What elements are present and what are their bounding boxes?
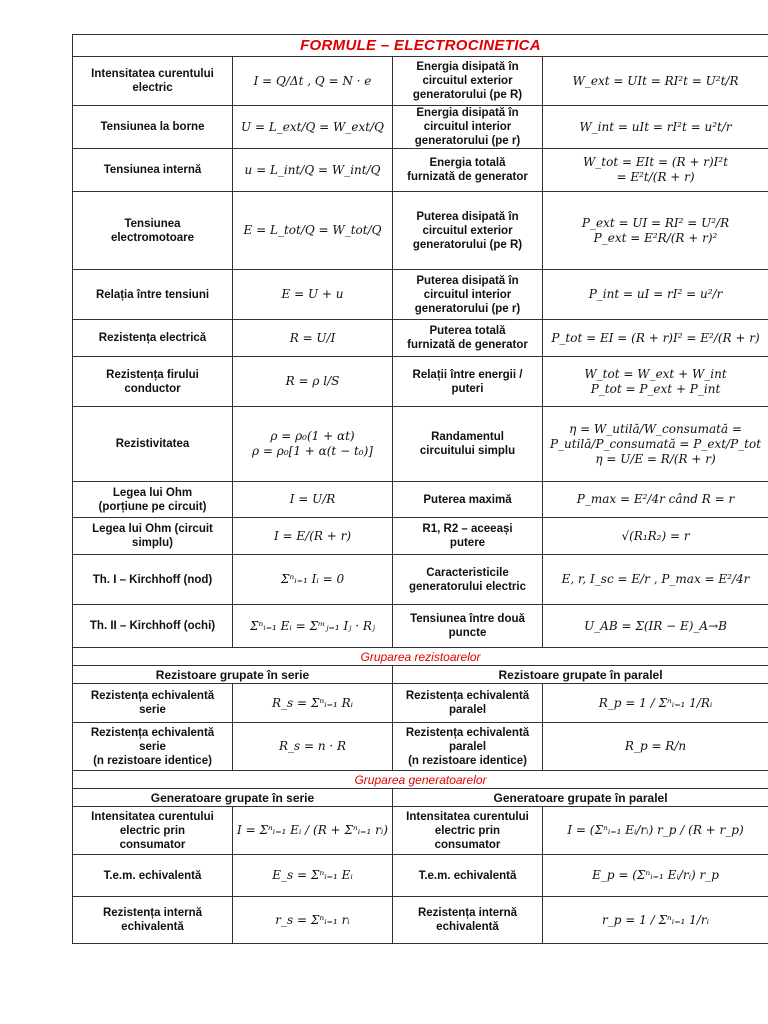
quantity-label: Legea lui Ohm (circuit simplu): [73, 518, 233, 555]
quantity-label: Intensitatea curentului electric prin consumator: [73, 807, 233, 855]
formula: u = L_int/Q = W_int/Q: [233, 149, 393, 192]
table-row: [73, 555, 768, 605]
quantity-label: Randamentul circuitului simplu: [393, 407, 543, 482]
quantity-label: Rezistența electrică: [73, 320, 233, 357]
section-title-row: [73, 648, 768, 666]
quantity-label: Energia disipată în circuitul interior generatorului (pe r): [393, 106, 543, 149]
table-row: [73, 192, 768, 270]
formula: ρ = ρ₀(1 + αt) ρ = ρ₀[1 + α(t − t₀)]: [233, 407, 393, 482]
quantity-label: Energia disipată în circuitul exterior generatorului (pe R): [393, 57, 543, 106]
formula: E, r, I_sc = E/r , P_max = E²/4r: [543, 555, 768, 605]
formula: W_int = uIt = rI²t = u²t/r: [543, 106, 768, 149]
formula: I = Q/Δt , Q = N · e: [233, 57, 393, 106]
formula: E_p = (Σⁿᵢ₌₁ Eᵢ/rᵢ) r_p: [543, 855, 768, 897]
table-row: [73, 149, 768, 192]
quantity-label: T.e.m. echivalentă: [393, 855, 543, 897]
table-row: [73, 357, 768, 407]
quantity-label: Rezistența internă echivalentă: [393, 897, 543, 944]
quantity-label: Puterea totală furnizată de generator: [393, 320, 543, 357]
table-row: [73, 723, 768, 771]
quantity-label: T.e.m. echivalentă: [73, 855, 233, 897]
formula: R = U/I: [233, 320, 393, 357]
table-row: [73, 518, 768, 555]
formula: Σⁿᵢ₌₁ Iᵢ = 0: [233, 555, 393, 605]
column-header: Rezistoare grupate în paralel: [393, 666, 768, 684]
table-row: [73, 807, 768, 855]
formula: √(R₁R₂) = r: [543, 518, 768, 555]
formula: U_AB = Σ(IR − E)_A→B: [543, 605, 768, 648]
table-row: [73, 855, 768, 897]
formula: W_tot = W_ext + W_int P_tot = P_ext + P_int: [543, 357, 768, 407]
formula: E_s = Σⁿᵢ₌₁ Eᵢ: [233, 855, 393, 897]
formula: I = Σⁿᵢ₌₁ Eᵢ / (R + Σⁿᵢ₌₁ rᵢ): [233, 807, 393, 855]
formula: R_p = R/n: [543, 723, 768, 771]
quantity-label: Tensiunea internă: [73, 149, 233, 192]
quantity-label: Rezistența echivalentă paralel: [393, 684, 543, 723]
quantity-label: Th. I – Kirchhoff (nod): [73, 555, 233, 605]
formula: Σⁿᵢ₌₁ Eᵢ = Σᵐⱼ₌₁ Iⱼ · Rⱼ: [233, 605, 393, 648]
formula: η = W_utilă/W_consumată = P_utilă/P_consumată = P_ext/P_tot η = U/E = R/(R + r): [543, 407, 768, 482]
formula: I = (Σⁿᵢ₌₁ Eᵢ/rᵢ) r_p / (R + r_p): [543, 807, 768, 855]
formula: r_p = 1 / Σⁿᵢ₌₁ 1/rᵢ: [543, 897, 768, 944]
quantity-label: Intensitatea curentului electric prin consumator: [393, 807, 543, 855]
formula: P_max = E²/4r când R = r: [543, 482, 768, 518]
formula: E = U + u: [233, 270, 393, 320]
quantity-label: Energia totală furnizată de generator: [393, 149, 543, 192]
quantity-label: Caracteristicile generatorului electric: [393, 555, 543, 605]
table-row: [73, 106, 768, 149]
quantity-label: Rezistența internă echivalentă: [73, 897, 233, 944]
table-row: [73, 270, 768, 320]
column-header: Generatoare grupate în serie: [73, 789, 393, 807]
quantity-label: Tensiunea la borne: [73, 106, 233, 149]
quantity-label: Rezistența echivalentă serie (n rezistoare identice): [73, 723, 233, 771]
table-row: [73, 57, 768, 106]
formula: P_int = uI = rI² = u²/r: [543, 270, 768, 320]
table-row: [73, 407, 768, 482]
page-title: FORMULE – ELECTROCINETICA: [73, 35, 768, 57]
quantity-label: Puterea disipată în circuitul interior generatorului (pe r): [393, 270, 543, 320]
formula: R_s = n · R: [233, 723, 393, 771]
section-header-row: [73, 666, 768, 684]
quantity-label: Th. II – Kirchhoff (ochi): [73, 605, 233, 648]
formula: R = ρ l/S: [233, 357, 393, 407]
formula: R_p = 1 / Σⁿᵢ₌₁ 1/Rᵢ: [543, 684, 768, 723]
formula: U = L_ext/Q = W_ext/Q: [233, 106, 393, 149]
quantity-label: Intensitatea curentului electric: [73, 57, 233, 106]
formula: I = E/(R + r): [233, 518, 393, 555]
formula: R_s = Σⁿᵢ₌₁ Rᵢ: [233, 684, 393, 723]
column-header: Generatoare grupate în paralel: [393, 789, 768, 807]
quantity-label: Puterea maximă: [393, 482, 543, 518]
quantity-label: Puterea disipată în circuitul exterior generatorului (pe R): [393, 192, 543, 270]
quantity-label: Rezistența echivalentă serie: [73, 684, 233, 723]
formula-table: [72, 34, 768, 944]
quantity-label: R1, R2 – aceeași putere: [393, 518, 543, 555]
table-row: [73, 897, 768, 944]
formula: r_s = Σⁿᵢ₌₁ rᵢ: [233, 897, 393, 944]
quantity-label: Tensiunea între două puncte: [393, 605, 543, 648]
section-title: Gruparea generatoarelor: [73, 771, 768, 789]
column-header: Rezistoare grupate în serie: [73, 666, 393, 684]
formula: E = L_tot/Q = W_tot/Q: [233, 192, 393, 270]
quantity-label: Relații între energii / puteri: [393, 357, 543, 407]
section-header-row: [73, 789, 768, 807]
quantity-label: Rezistența firului conductor: [73, 357, 233, 407]
table-row: [73, 482, 768, 518]
quantity-label: Tensiunea electromotoare: [73, 192, 233, 270]
formula: W_ext = UIt = RI²t = U²t/R: [543, 57, 768, 106]
quantity-label: Relația între tensiuni: [73, 270, 233, 320]
formula: I = U/R: [233, 482, 393, 518]
quantity-label: Rezistivitatea: [73, 407, 233, 482]
formula: W_tot = EIt = (R + r)I²t = E²t/(R + r): [543, 149, 768, 192]
quantity-label: Rezistența echivalentă paralel (n rezistoare identice): [393, 723, 543, 771]
quantity-label: Legea lui Ohm (porțiune pe circuit): [73, 482, 233, 518]
formula: P_ext = UI = RI² = U²/R P_ext = E²R/(R + r)²: [543, 192, 768, 270]
table-row: [73, 605, 768, 648]
section-title-row: [73, 771, 768, 789]
table-row: [73, 684, 768, 723]
table-row: [73, 320, 768, 357]
formula: P_tot = EI = (R + r)I² = E²/(R + r): [543, 320, 768, 357]
section-title: Gruparea rezistoarelor: [73, 648, 768, 666]
title-row: [73, 35, 768, 57]
